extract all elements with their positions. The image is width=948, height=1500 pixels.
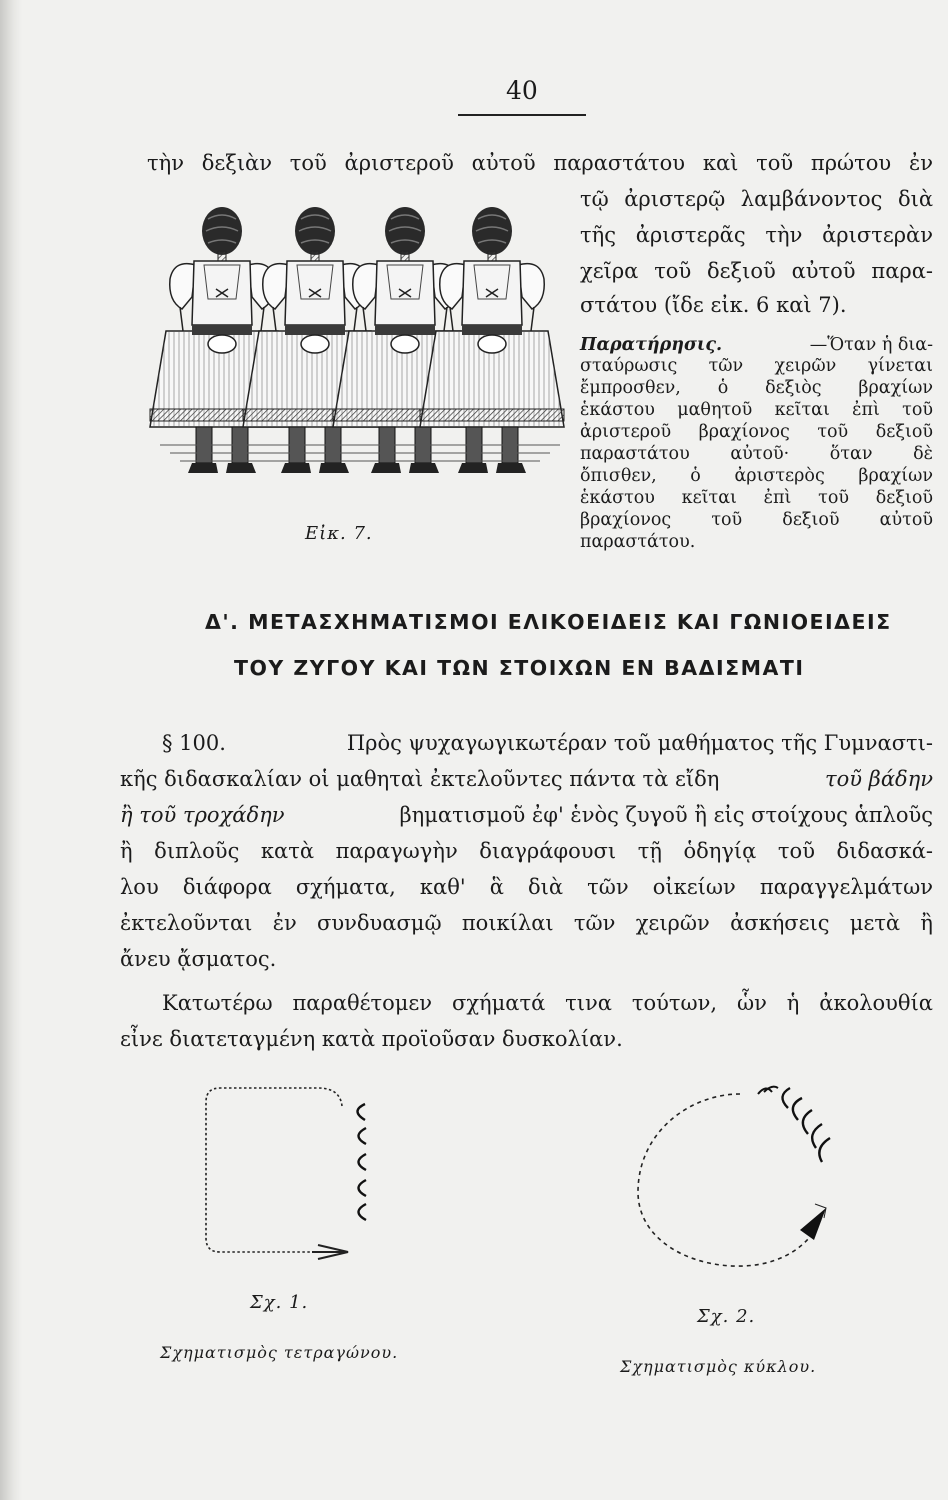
note-line: ἑκάστου μαθητοῦ κεῖται ἐπὶ τοῦ: [580, 400, 933, 420]
paragraph-100-first-line: [162, 730, 933, 756]
note-line: παραστάτου αὐτοῦ· ὅταν δὲ: [580, 444, 933, 464]
figure-2-circle-diagram: [630, 1080, 870, 1280]
italic-term: ἢ τοῦ τροχάδην: [120, 803, 285, 827]
paragraph-line-text: κῆς διδασκαλίαν οἱ μαθηταὶ ἐκτελοῦντες πάντα τὰ εἴδη: [120, 767, 720, 791]
intro-line: στάτου (ἴδε εἰκ. 6 καὶ 7).: [580, 293, 847, 317]
note-line: σταύρωσις τῶν χειρῶν γίνεται: [580, 356, 933, 376]
figure-2-caption: Σχηματισμὸς κύκλου.: [620, 1357, 817, 1376]
section-marker: § 100.: [162, 731, 226, 755]
note-line: ἀριστεροῦ βραχίονος τοῦ δεξιοῦ: [580, 422, 933, 442]
page-number-rule: [458, 114, 586, 116]
intro-line-full: τὴν δεξιὰν τοῦ ἀριστεροῦ αὐτοῦ παραστάτου καὶ τοῦ πρώτου ἐν: [147, 151, 933, 175]
section-heading-line-1: Δ'. ΜΕΤΑΣΧΗΜΑΤΙΣΜΟΙ ΕΛΙΚΟΕΙΔΕΙΣ ΚΑΙ ΓΩΝΙΟΕΙΔΕΙΣ: [205, 610, 892, 634]
paragraph-line: ἢ διπλοῦς κατὰ παραγωγὴν διαγράφουσι τῇ ὁδηγίᾳ τοῦ διδασκά-: [120, 839, 933, 863]
note-line: ἔμπροσθεν, ὁ δεξιὸς βραχίων: [580, 378, 933, 398]
paragraph-2-line-1: Κατωτέρω παραθέτομεν σχήματά τινα τούτων, ὧν ἡ ἀκολουθία: [162, 991, 933, 1015]
paragraph-line-last: ἄνευ ᾄσματος.: [120, 947, 277, 971]
figure-7-illustration: [150, 205, 570, 505]
page-edge-shadow: [0, 0, 22, 1500]
note-line-last: παραστάτου.: [580, 532, 696, 552]
section-heading-line-2: ΤΟΥ ΖΥΓΟΥ ΚΑΙ ΤΩΝ ΣΤΟΙΧΩΝ ΕΝ ΒΑΔΙΣΜΑΤΙ: [234, 656, 805, 680]
paragraph-line-text: βηματισμοῦ ἐφ' ἑνὸς ζυγοῦ ἢ εἰς στοίχους ἁπλοῦς: [399, 803, 933, 827]
intro-line: τῆς ἀριστερᾶς τὴν ἀριστερὰν: [580, 223, 933, 247]
paragraph-100-first-rest: Πρὸς ψυχαγωγικωτέραν τοῦ μαθήματος τῆς Γυμναστι-: [346, 731, 933, 755]
note-line: ἑκάστου κεῖται ἐπὶ τοῦ δεξιοῦ: [580, 488, 933, 508]
paragraph-line: [120, 766, 933, 792]
note-first-rest: —Ὅταν ἡ δια-: [809, 335, 933, 355]
figure-1-square-diagram: [200, 1080, 400, 1280]
paragraph-2-line-2: εἶνε διατεταγμένη κατὰ προϊοῦσαν δυσκολίαν.: [120, 1027, 623, 1051]
figure-7-caption: Εἰκ. 7.: [305, 523, 373, 544]
paragraph-line: ἐκτελοῦνται ἐν συνδυασμῷ ποικίλαι τῶν χειρῶν ἀσκήσεις μετὰ ἢ: [120, 911, 933, 935]
intro-line: τῷ ἀριστερῷ λαμβάνοντος διὰ: [580, 187, 933, 211]
paragraph-line: [120, 802, 933, 828]
paragraph-line: λου διάφορα σχήματα, καθ' ἃ διὰ τῶν οἰκείων παραγγελμάτων: [120, 875, 933, 899]
note-line: ὄπισθεν, ὁ ἀριστερὸς βραχίων: [580, 466, 933, 486]
figure-2-label: Σχ. 2.: [697, 1306, 756, 1327]
note-label: Παρατήρησις.: [580, 335, 723, 355]
figure-1-label: Σχ. 1.: [250, 1292, 309, 1313]
note-first-line: [580, 335, 933, 355]
note-line: βραχίονος τοῦ δεξιοῦ αὐτοῦ: [580, 510, 933, 530]
intro-line: χεῖρα τοῦ δεξιοῦ αὐτοῦ παρα-: [580, 259, 933, 283]
page-number: 40: [506, 76, 538, 105]
italic-term: τοῦ βάδην: [824, 767, 933, 791]
figure-1-caption: Σχηματισμὸς τετραγώνου.: [160, 1343, 399, 1362]
